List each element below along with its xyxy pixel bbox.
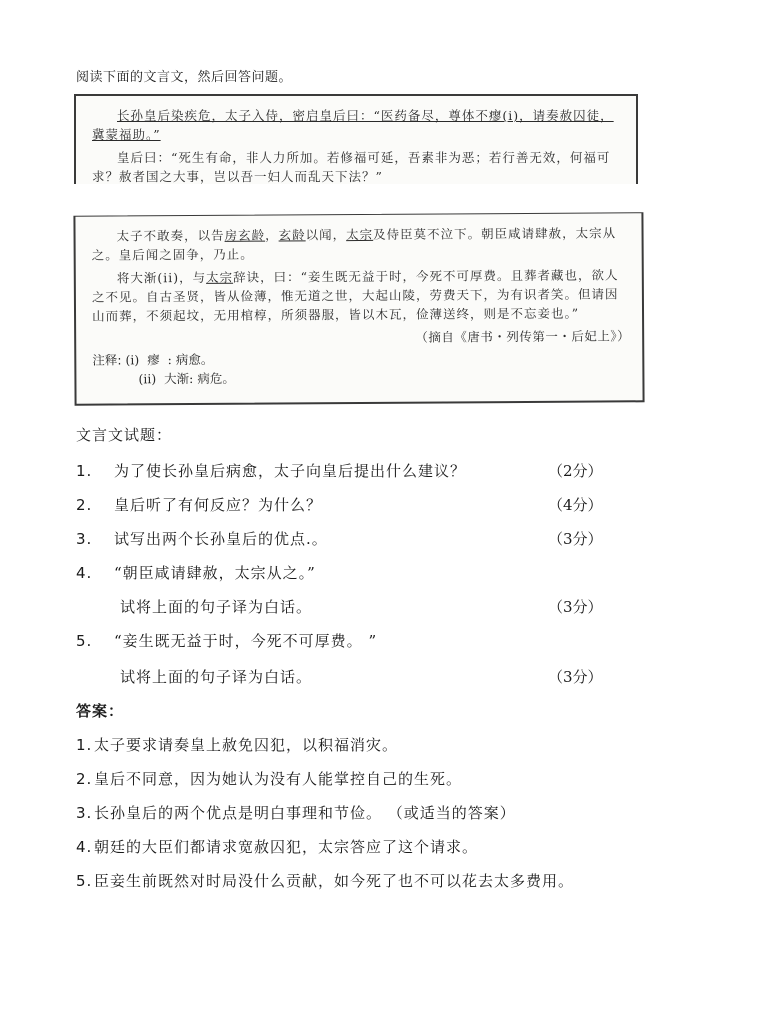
answer-2: 2. 皇后不同意，因为她认为没有人能掌控自己的生死。 — [76, 770, 463, 788]
question-2-points: （4分） — [548, 496, 603, 514]
source-citation: （摘自《唐书・列传第一・后妃上》） — [415, 328, 631, 345]
answer-5: 5. 臣妾生前既然对时局没什么贡献，如今死了也不可以花去太多费用。 — [76, 872, 575, 890]
name-xuanling: 玄龄 — [278, 227, 306, 243]
question-3: 3. 试写出两个长孙皇后的优点.。 — [76, 530, 328, 548]
answer-1: 1. 太子要求请奏皇上赦免囚犯，以积福消灾。 — [76, 736, 399, 754]
passage-excerpt-2 — [73, 212, 644, 405]
name-taizong: 太宗 — [346, 226, 374, 243]
question-3-points: （3分） — [548, 530, 603, 548]
annotation-notes — [92, 347, 630, 388]
answer-3: 3. 长孙皇后的两个优点是明白事理和节俭。 （或适当的答案） — [76, 804, 516, 822]
question-4-instruction: 试将上面的句子译为白话。 — [120, 598, 313, 616]
reading-instruction: 阅读下面的文言文，然后回答问题。 — [76, 70, 293, 85]
passage-excerpt-1 — [74, 94, 638, 184]
note-row-1: 注释: (i) 瘳 : 病愈。 — [92, 351, 214, 368]
question-5-instruction: 试将上面的句子译为白话。 — [120, 668, 313, 686]
question-1: 1. 为了使长孙皇后病愈，太子向皇后提出什么建议？ — [76, 462, 467, 480]
question-4-points: （3分） — [548, 598, 603, 616]
notes-label: 注释: — [92, 352, 122, 368]
name-fang-xuanling: 房玄龄 — [224, 227, 266, 243]
answer-4: 4. 朝廷的大臣们都请求宽赦囚犯，太宗答应了这个请求。 — [76, 838, 479, 856]
name-taizong-2: 太宗 — [206, 269, 234, 285]
questions-heading: 文言文试题： — [76, 426, 173, 444]
passage-paragraph-2: 皇后曰：“死生有命，非人力所加。若修福可延，吾素非为恶；若行善无效，何福可求？赦者国之大事，岂以吾一妇人而乱天下法？” — [92, 150, 611, 184]
passage-paragraph-4: 将大渐(ii)，与太宗辞诀，曰：“妾生既无益于时，今死不可厚费。且葬者藏也，欲人之不见。自古圣贤，皆从俭薄，惟无道之世，大起山陵，劳费天下，为有识者笑。但请因山而葬，不须起坟，无用棺椁，所须器服，皆以木瓦，俭薄送终，则是不忘妾也。” — [91, 267, 619, 324]
question-5: 5. “妾生既无益于时，今死不可厚费。 ” — [76, 632, 378, 650]
question-1-points: （2分） — [548, 462, 603, 480]
question-4: 4. “朝臣咸请肆赦，太宗从之。” — [76, 564, 316, 582]
question-2: 2. 皇后听了有何反应？为什么？ — [76, 496, 323, 514]
note-row-2: (ii) 大渐: 病危。 — [138, 370, 235, 387]
passage-paragraph-1: 长孙皇后染疾危，太子入侍，密启皇后曰：“医药备尽，尊体不瘳(i)，请奏赦囚徒，冀蒙福助。” — [92, 108, 614, 142]
question-5-points: （3分） — [548, 668, 603, 686]
answers-heading: 答案： — [76, 702, 125, 720]
passage-paragraph-3: 太子不敢奏，以告房玄龄，玄龄以闻，太宗及侍臣莫不泣下。朝臣咸请肆赦，太宗从之。皇后闻之固争，乃止。 — [91, 225, 617, 263]
